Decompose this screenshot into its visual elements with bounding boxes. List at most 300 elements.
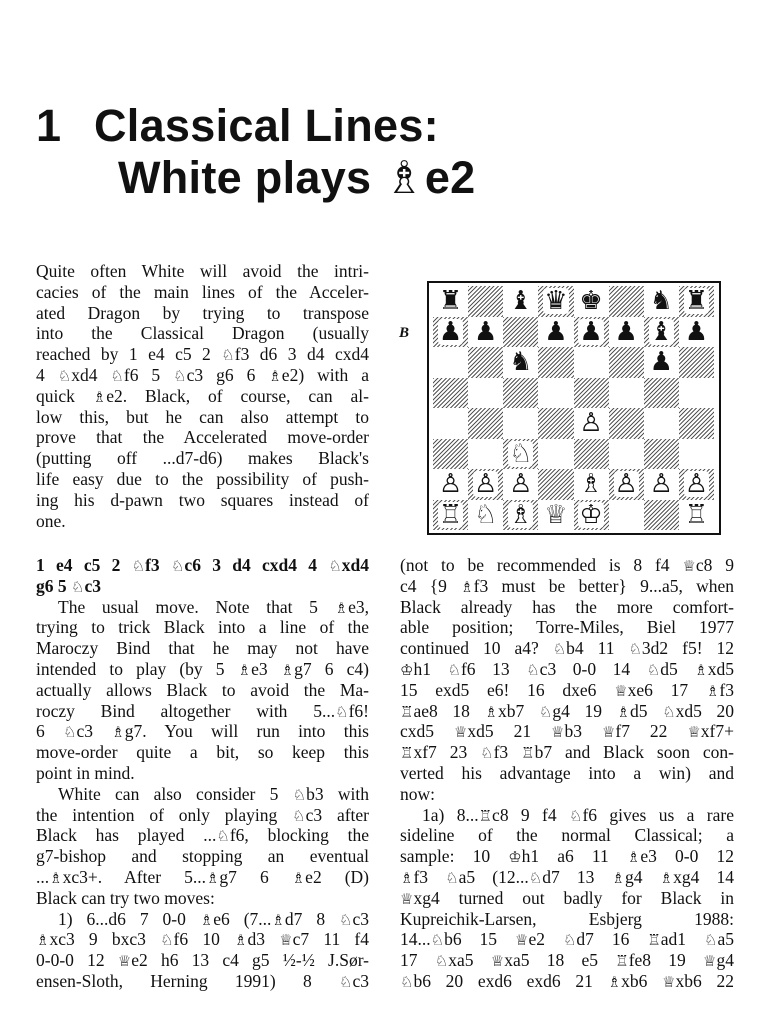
square-e6 <box>574 347 609 378</box>
piece-glyph: ♟ <box>614 316 638 347</box>
text-run: xb6 <box>621 971 663 991</box>
text-line <box>36 576 369 598</box>
chess-figurine-icon: ♗ <box>400 869 414 887</box>
piece-d8-icon <box>538 286 573 317</box>
chess-figurine-icon: ♘ <box>445 869 459 887</box>
square-f8 <box>609 286 644 317</box>
piece-glyph: ♙ <box>684 469 709 500</box>
text-run: f3 d6 3 d4 cxd4 <box>234 344 369 365</box>
chess-figurine-icon: ♕ <box>682 557 696 575</box>
text-run: g7-bishop and stopping an eventual <box>36 846 369 867</box>
text-run: a5 <box>717 929 734 950</box>
chess-figurine-icon: ♘ <box>628 640 642 659</box>
text-line <box>36 721 369 743</box>
text-run: f3 <box>145 555 171 575</box>
chess-figurine-icon: ♕ <box>687 723 701 742</box>
text-run: b3 with <box>306 783 369 804</box>
square-h5 <box>679 378 714 409</box>
piece-glyph: ♝ <box>649 316 673 347</box>
text-run: e2) with a <box>281 365 369 385</box>
text-run: ad1 <box>660 929 704 950</box>
piece-a7-icon <box>433 317 468 348</box>
chess-figurine-icon: ♗ <box>199 910 214 929</box>
text-line <box>36 555 369 577</box>
chess-figurine-icon: ♕ <box>117 952 132 971</box>
piece-glyph: ♔ <box>579 499 603 530</box>
text-run: cxd5 <box>400 721 454 742</box>
text-run: d7 13 <box>542 867 612 887</box>
chess-figurine-icon: ♘ <box>170 557 185 575</box>
piece-c2-icon <box>503 469 538 500</box>
text-line <box>36 469 369 490</box>
text-run: xb7 <box>497 700 539 721</box>
text-run: able position; Torre-Miles, Biel 1977 <box>400 617 734 638</box>
text-run: g4 <box>716 950 734 971</box>
text-run: actually allows Black to avoid the Ma- <box>36 679 369 700</box>
text-run: c3 after <box>305 804 369 825</box>
text-line <box>400 867 734 889</box>
text-run: 6 <box>36 721 64 742</box>
text-run: e2. Black, of course, can al- <box>106 385 369 406</box>
chess-figurine-icon: ♘ <box>335 702 349 721</box>
text-run: White can also consider 5 <box>58 783 293 804</box>
chess-figurine-icon: ♘ <box>447 661 461 679</box>
square-h6 <box>679 347 714 378</box>
text-run: xa5 <box>448 950 491 971</box>
text-run: xc3 9 bxc3 <box>49 929 161 950</box>
square-f3 <box>609 439 644 470</box>
chess-figurine-icon: ♕ <box>400 889 414 908</box>
chess-figurine-icon: ♘ <box>110 367 124 385</box>
piece-glyph: ♗ <box>579 469 603 500</box>
chess-figurine-icon: ♘ <box>57 367 72 385</box>
chess-figurine-icon: ♘ <box>434 952 449 971</box>
text-run: intended to play (by 5 <box>36 659 238 679</box>
text-run: b3 <box>564 721 602 742</box>
text-run: roczy Bind altogether with 5... <box>36 700 336 721</box>
text-line <box>36 825 369 847</box>
chess-figurine-icon: ♘ <box>562 931 577 950</box>
text-run: d7 8 <box>284 908 340 929</box>
bishop-icon: ♗ <box>384 151 425 204</box>
text-run: xc3+. After 5... <box>62 867 206 887</box>
text-line <box>36 303 369 324</box>
chess-figurine-icon: ♘ <box>528 869 543 887</box>
text-line <box>400 825 734 846</box>
title-line-1: Classical Lines: <box>94 100 439 151</box>
piece-c1-icon <box>503 500 538 531</box>
text-run: e3, <box>348 596 369 617</box>
text-run: sample: 10 <box>400 846 509 867</box>
chess-figurine-icon: ♗ <box>92 387 107 406</box>
square-a6 <box>433 347 468 378</box>
text-line <box>58 784 369 806</box>
text-line <box>400 680 734 702</box>
side-to-move-label: B <box>399 325 410 341</box>
text-run: into the Classical Dragon (usually <box>36 323 369 344</box>
text-run: xf7+ <box>700 721 734 742</box>
piece-glyph: ♞ <box>509 347 533 378</box>
text-run: ... <box>36 867 50 887</box>
text-run: e3 0-0 12 <box>640 846 734 867</box>
text-line <box>58 909 369 931</box>
text-line <box>36 701 369 723</box>
text-run: c7 11 f4 <box>292 929 369 950</box>
title-line-2-text: White plays <box>118 152 385 203</box>
text-run: f3 must be better} 9...a5, when <box>473 575 735 596</box>
chess-figurine-icon: ♗ <box>694 661 708 679</box>
square-d3 <box>538 439 573 470</box>
text-line <box>36 971 369 993</box>
piece-glyph: ♗ <box>509 499 533 530</box>
piece-glyph: ♟ <box>438 316 463 347</box>
text-run: ing his d-pawn two squares instead of <box>36 489 369 510</box>
square-a4 <box>433 408 468 439</box>
chess-figurine-icon: ♕ <box>515 931 529 950</box>
chess-figurine-icon: ♘ <box>339 910 353 929</box>
chess-figurine-icon: ♘ <box>292 806 306 825</box>
text-run: c3 0-0 14 <box>539 659 647 679</box>
square-h4 <box>679 408 714 439</box>
chess-figurine-icon: ♘ <box>662 702 676 721</box>
text-run: now: <box>400 783 435 804</box>
text-run: xd5 21 <box>467 721 552 742</box>
chess-figurine-icon: ♖ <box>521 744 535 763</box>
text-line <box>36 448 369 469</box>
text-run: xa5 18 e5 <box>504 950 616 971</box>
text-run: xf7 23 <box>413 742 481 763</box>
text-run: xd4 <box>71 365 111 385</box>
text-run: reached by 1 e4 c5 2 <box>36 344 222 365</box>
chess-figurine-icon: ♘ <box>131 557 146 575</box>
text-run: 14... <box>400 929 431 950</box>
square-d5 <box>538 378 573 409</box>
piece-c3-icon <box>503 439 538 470</box>
text-run: continued 10 a4? <box>400 638 553 659</box>
text-run: xd5 20 <box>675 700 735 721</box>
piece-e4-icon <box>574 408 609 439</box>
piece-e8-icon <box>574 286 609 317</box>
piece-glyph: ♝ <box>509 286 533 317</box>
text-run: b6 20 exd6 exd6 21 <box>413 971 608 991</box>
text-run: (not to be recommended is 8 f4 <box>400 555 683 575</box>
text-line <box>400 950 734 972</box>
text-line <box>36 344 369 366</box>
text-line <box>36 763 369 784</box>
square-d2 <box>538 469 573 500</box>
piece-d1-icon <box>538 500 573 531</box>
chess-figurine-icon: ♗ <box>237 661 252 679</box>
text-line <box>36 867 369 889</box>
text-run: f3 <box>413 867 446 887</box>
chess-figurine-icon: ♘ <box>430 931 445 950</box>
text-line <box>36 323 369 344</box>
text-run: Black has played ... <box>36 825 217 846</box>
square-c7 <box>503 317 538 348</box>
chess-figurine-icon: ♘ <box>400 973 414 991</box>
piece-glyph: ♟ <box>579 316 603 347</box>
chess-figurine-icon: ♘ <box>480 744 494 763</box>
chess-diagram <box>427 281 721 535</box>
piece-b1-icon <box>468 500 503 531</box>
piece-glyph: ♕ <box>544 499 568 530</box>
text-line <box>36 490 369 511</box>
text-run: h1 <box>413 659 448 679</box>
text-run: one. <box>36 510 66 531</box>
text-line <box>400 638 734 660</box>
chessboard <box>433 286 714 530</box>
piece-glyph: ♙ <box>474 469 498 500</box>
text-line <box>36 386 369 408</box>
square-e5 <box>574 378 609 409</box>
chess-figurine-icon: ♘ <box>160 931 174 950</box>
text-run: g7 6 c4) <box>294 659 369 679</box>
text-run: low this, but he can also attempt to <box>36 406 369 427</box>
piece-h7-icon <box>679 317 714 348</box>
text-run: c8 9 <box>695 555 734 575</box>
chess-figurine-icon: ♗ <box>271 910 285 929</box>
text-run: xe6 17 <box>627 679 706 700</box>
text-line <box>400 555 734 577</box>
text-run: move-order quite a bit, so keep this <box>36 742 369 763</box>
square-d4 <box>538 408 573 439</box>
text-line <box>400 721 734 743</box>
text-line <box>400 576 734 598</box>
square-f1 <box>609 500 644 531</box>
chess-figurine-icon: ♘ <box>552 640 567 659</box>
chess-figurine-icon: ♕ <box>614 681 628 700</box>
text-line <box>400 909 734 930</box>
text-run: verted his advantage into a win) and <box>400 763 734 783</box>
chess-figurine-icon: ♗ <box>616 702 631 721</box>
text-line <box>58 597 369 619</box>
piece-c8-icon <box>503 286 538 317</box>
text-line <box>400 597 734 618</box>
text-run: f6 gives us a rare <box>582 804 734 825</box>
chess-figurine-icon: ♗ <box>626 848 641 867</box>
text-run: ated Dragon by trying to transpose <box>36 302 369 323</box>
text-run: ensen-Sloth, Herning 1991) 8 <box>36 971 340 991</box>
text-line <box>400 971 734 993</box>
text-run: f6 10 <box>173 929 235 950</box>
text-run: f3 <box>719 679 734 700</box>
chess-figurine-icon: ♘ <box>569 806 583 825</box>
text-line <box>400 742 734 764</box>
text-run: e3 <box>251 659 281 679</box>
square-d6 <box>538 347 573 378</box>
piece-h8-icon <box>679 286 714 317</box>
chess-figurine-icon: ♗ <box>111 723 125 742</box>
chess-figurine-icon: ♘ <box>221 346 235 365</box>
text-run: b7 and Black soon con- <box>534 742 735 763</box>
text-run: c4 {9 <box>400 575 461 596</box>
text-run: 0-0-0 12 <box>36 950 118 971</box>
piece-e1-icon <box>574 500 609 531</box>
square-g3 <box>644 439 679 470</box>
text-line <box>36 805 369 827</box>
piece-d7-icon <box>538 317 573 348</box>
chess-figurine-icon: ♗ <box>705 681 720 700</box>
text-run: e2 (D) <box>305 867 370 887</box>
chess-figurine-icon: ♔ <box>400 661 414 679</box>
text-run: xg4 14 <box>673 867 734 887</box>
piece-glyph: ♙ <box>614 469 638 500</box>
text-run: g7 6 <box>219 867 292 887</box>
text-run: g7. You will run into this <box>124 721 369 742</box>
chess-figurine-icon: ♕ <box>703 952 717 971</box>
text-line <box>400 846 734 868</box>
text-run: Black can try two moves: <box>36 887 215 908</box>
chess-figurine-icon: ♖ <box>400 702 414 721</box>
piece-glyph: ♜ <box>684 286 709 317</box>
text-line <box>36 742 369 763</box>
text-run: fe8 19 <box>628 950 704 971</box>
text-line <box>36 511 369 532</box>
text-run: c3 <box>76 721 112 742</box>
piece-glyph: ♟ <box>544 316 568 347</box>
chess-figurine-icon: ♘ <box>71 577 85 596</box>
chess-figurine-icon: ♘ <box>526 661 540 679</box>
text-line <box>36 427 369 448</box>
chapter-title <box>36 100 475 204</box>
title-line-2 <box>36 152 475 204</box>
text-run: g4 <box>624 867 660 887</box>
text-run: f6! <box>348 700 369 721</box>
square-b5 <box>468 378 503 409</box>
text-run: The usual move. Note that 5 <box>58 596 335 617</box>
text-run: prove that the Accelerated move-order <box>36 427 369 448</box>
piece-f2-icon <box>609 469 644 500</box>
chess-figurine-icon: ♘ <box>328 557 342 575</box>
piece-g7-icon <box>644 317 679 348</box>
text-run: e2 <box>528 929 563 950</box>
text-run: c8 9 f4 <box>492 804 569 825</box>
text-run: b6 15 <box>444 929 515 950</box>
text-run: quick <box>36 385 93 406</box>
square-b6 <box>468 347 503 378</box>
chapter-number: 1 <box>36 100 62 151</box>
piece-b7-icon <box>468 317 503 348</box>
chess-figurine-icon: ♘ <box>704 931 718 950</box>
piece-glyph: ♚ <box>579 286 603 317</box>
text-line <box>36 888 369 909</box>
chess-figurine-icon: ♘ <box>538 702 553 721</box>
piece-a1-icon <box>433 500 468 531</box>
chess-figurine-icon: ♘ <box>646 661 661 679</box>
piece-glyph: ♙ <box>509 469 533 500</box>
chess-figurine-icon: ♘ <box>63 723 77 742</box>
piece-f7-icon <box>609 317 644 348</box>
text-run: c3 <box>84 575 101 596</box>
square-b3 <box>468 439 503 470</box>
piece-glyph: ♜ <box>438 286 463 317</box>
square-g4 <box>644 408 679 439</box>
text-run: f7 22 <box>615 721 688 742</box>
square-f4 <box>609 408 644 439</box>
text-run: cacies of the main lines of the Acceler- <box>36 281 369 302</box>
square-b8 <box>468 286 503 317</box>
chess-figurine-icon: ♕ <box>662 973 676 991</box>
text-run: g4 19 <box>552 700 617 721</box>
text-run: point in mind. <box>36 763 135 783</box>
text-run: trying to trick Black into a line of the <box>36 617 369 638</box>
text-line <box>36 407 369 428</box>
square-h3 <box>679 439 714 470</box>
text-line <box>36 365 369 387</box>
chess-figurine-icon: ♗ <box>611 869 625 887</box>
chess-figurine-icon: ♗ <box>460 577 474 596</box>
chess-figurine-icon: ♗ <box>659 869 674 887</box>
text-run: (putting off ...d7-d6) makes Black's <box>36 448 369 469</box>
text-run: 4 <box>36 365 58 385</box>
text-line <box>400 763 734 784</box>
text-line <box>36 929 369 951</box>
text-run: c6 3 d4 cxd4 4 <box>184 555 329 575</box>
piece-glyph: ♙ <box>649 469 673 500</box>
piece-e7-icon <box>574 317 609 348</box>
text-run: Maroczy Bind that he may not have <box>36 638 369 659</box>
text-run: 15 exd5 e6! 16 dxe6 <box>400 679 615 700</box>
piece-b2-icon <box>468 469 503 500</box>
piece-h2-icon <box>679 469 714 500</box>
piece-g2-icon <box>644 469 679 500</box>
text-run: g6 5 <box>36 575 71 596</box>
text-run: Black already has the more comfort- <box>400 596 734 617</box>
text-line <box>36 659 369 681</box>
piece-glyph: ♘ <box>509 438 533 469</box>
text-run: c3 g6 6 <box>186 365 269 385</box>
text-line <box>36 638 369 659</box>
text-line <box>36 680 369 701</box>
text-line <box>36 846 369 867</box>
text-run: b4 11 <box>566 638 629 659</box>
chess-figurine-icon: ♘ <box>216 827 230 846</box>
piece-glyph: ♟ <box>684 316 709 347</box>
text-run: c3 <box>352 971 369 991</box>
piece-glyph: ♙ <box>579 408 603 439</box>
chess-figurine-icon: ♖ <box>615 952 629 971</box>
piece-glyph: ♙ <box>438 469 463 500</box>
text-run: d7 16 <box>576 929 648 950</box>
text-run: xd4 <box>341 555 370 575</box>
piece-glyph: ♖ <box>438 499 463 530</box>
square-g1 <box>644 500 679 531</box>
text-run: e2 h6 13 c4 g5 ½-½ J.Sør- <box>131 950 369 971</box>
chess-figurine-icon: ♗ <box>607 973 622 991</box>
text-line <box>400 659 734 681</box>
chess-figurine-icon: ♗ <box>205 869 220 887</box>
piece-glyph: ♛ <box>544 286 568 317</box>
text-run: Kupreichik-Larsen, Esbjerg 1988: <box>400 908 734 929</box>
chess-figurine-icon: ♗ <box>291 869 306 887</box>
chess-figurine-icon: ♖ <box>478 806 493 825</box>
chess-figurine-icon: ♗ <box>280 661 295 679</box>
text-run: xb6 22 <box>675 971 735 991</box>
chess-figurine-icon: ♘ <box>173 367 187 385</box>
piece-g8-icon <box>644 286 679 317</box>
chess-figurine-icon: ♗ <box>49 869 63 887</box>
square-f6 <box>609 347 644 378</box>
chess-figurine-icon: ♕ <box>453 723 468 742</box>
text-run: h1 a6 11 <box>521 846 627 867</box>
text-line <box>36 950 369 972</box>
text-run: the intention of only playing <box>36 804 293 825</box>
chess-figurine-icon: ♔ <box>508 848 522 867</box>
text-run: 3d2 f5! 12 <box>641 638 734 659</box>
chess-figurine-icon: ♗ <box>36 931 50 950</box>
piece-h1-icon <box>679 500 714 531</box>
square-e3 <box>574 439 609 470</box>
